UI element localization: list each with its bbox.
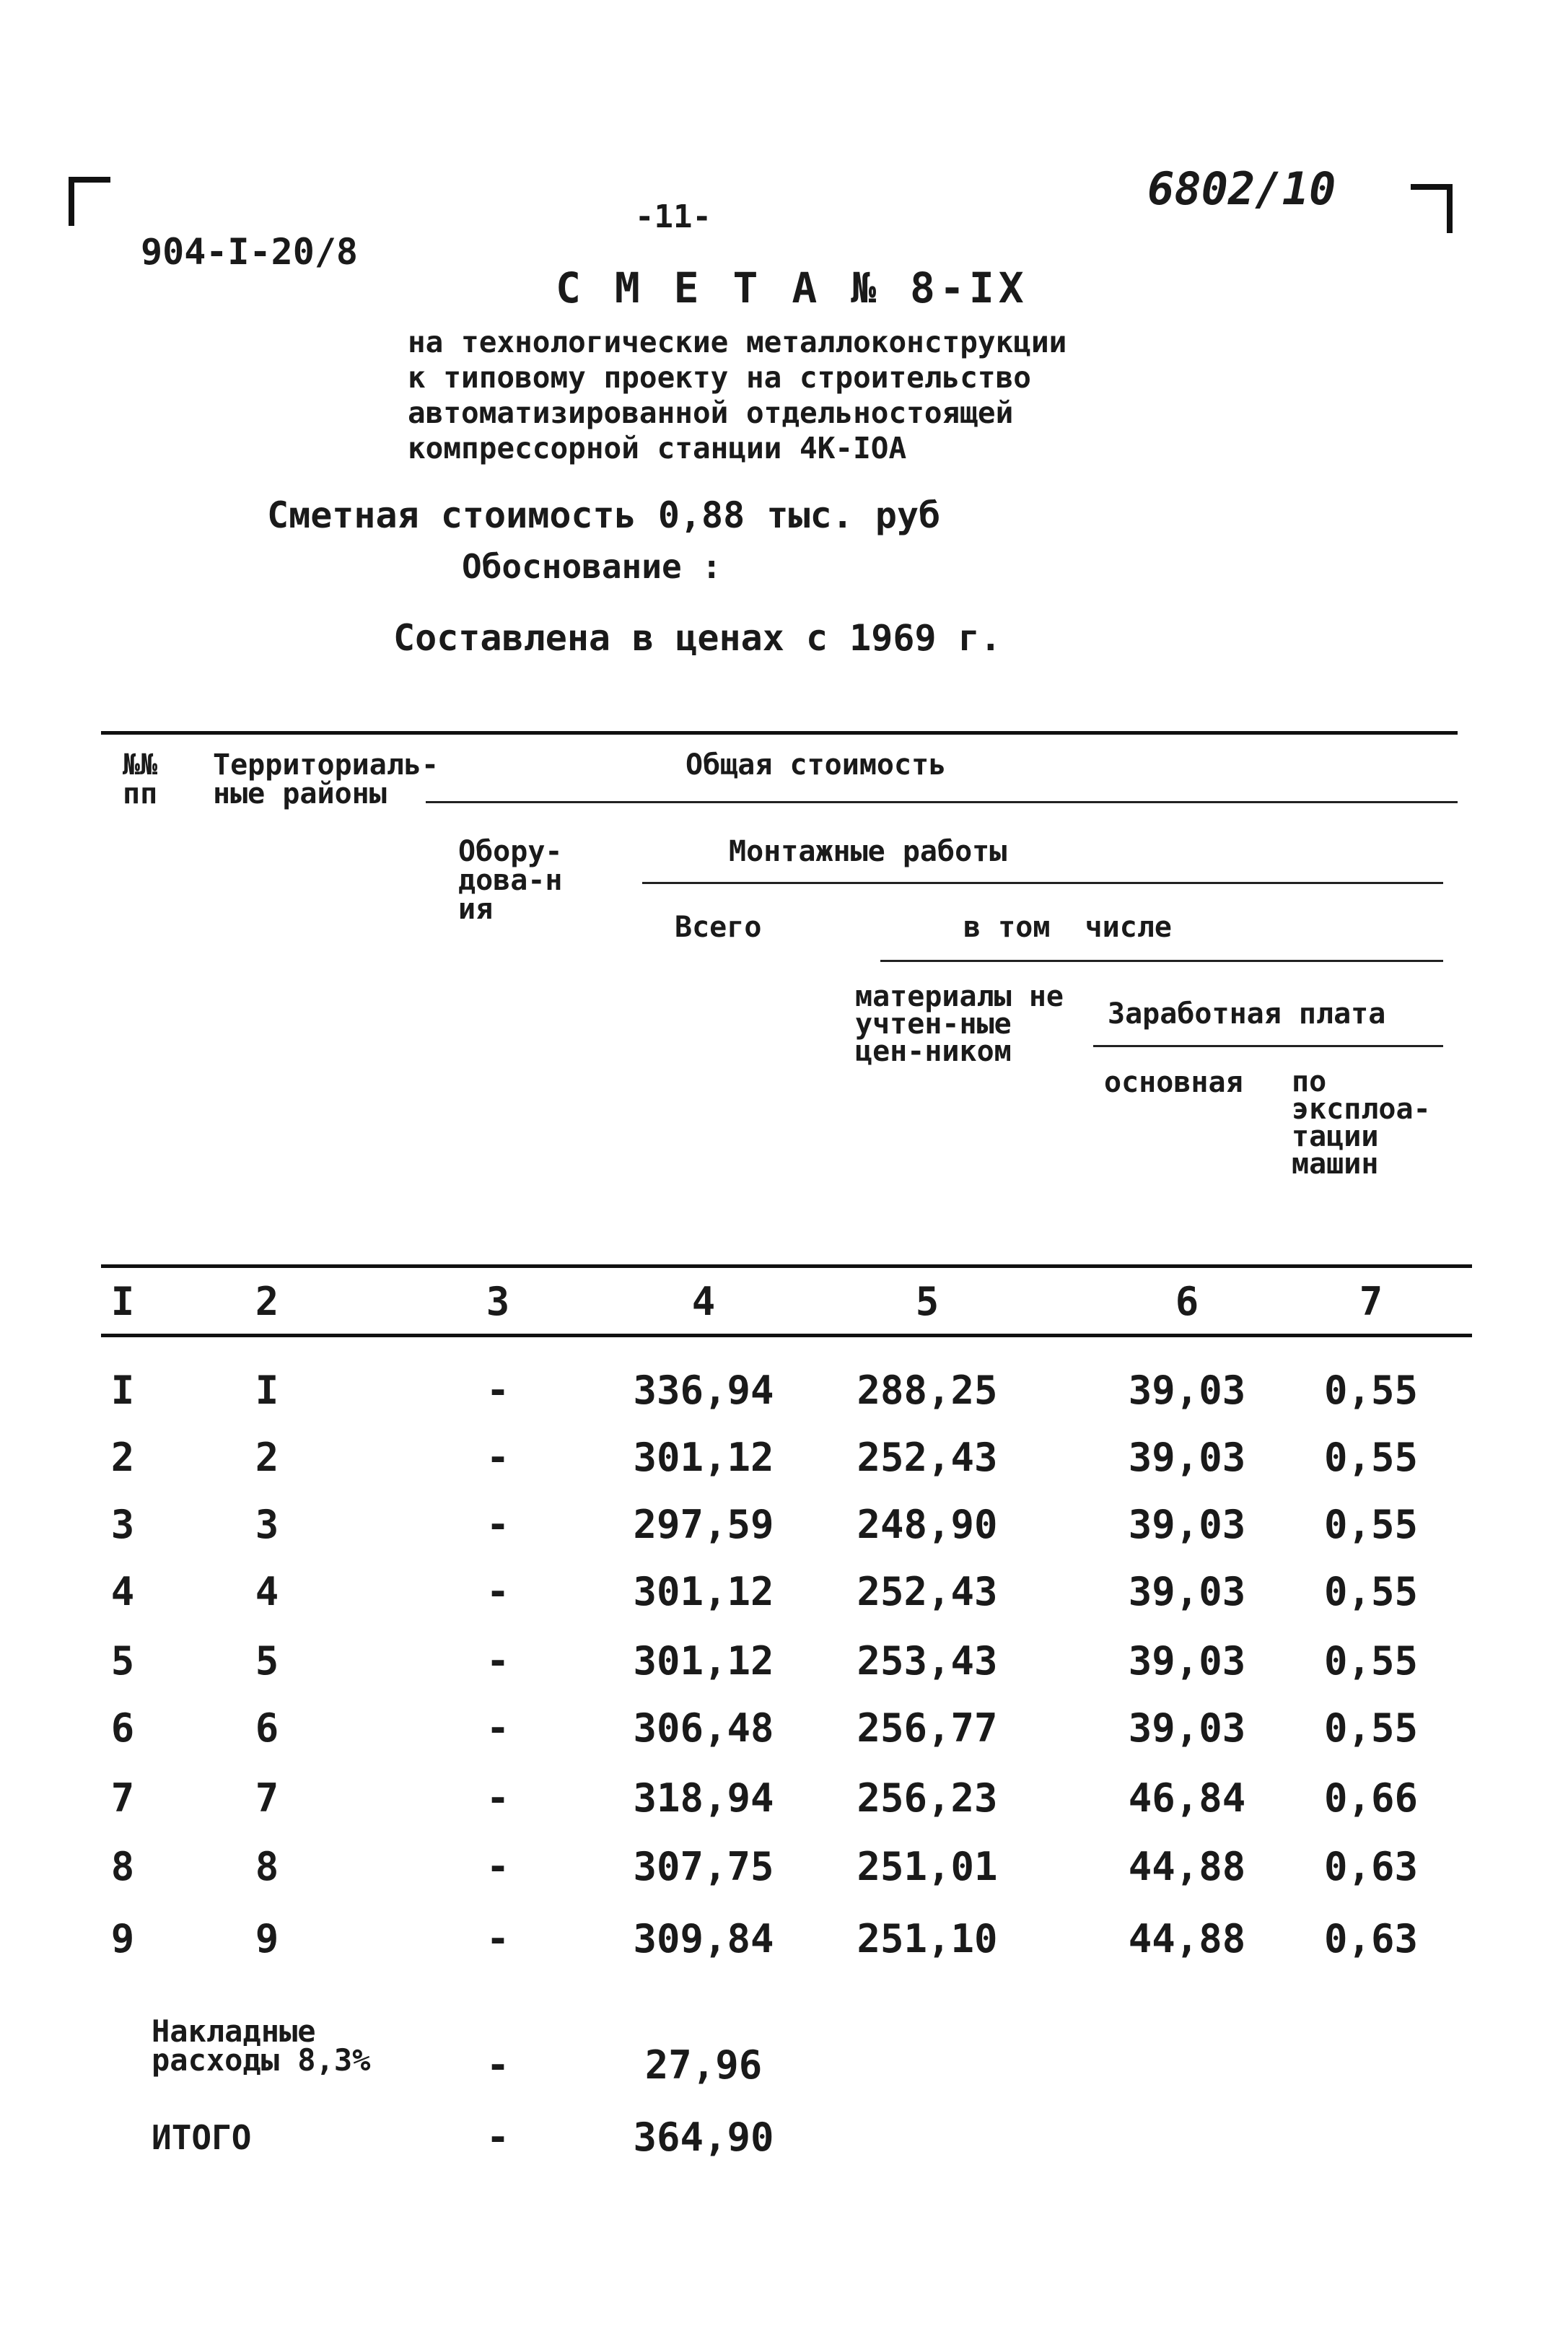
col-number: 5 [915,1279,940,1324]
cell-total: 297,59 [633,1502,774,1547]
page-title: С М Е Т А № 8-IX [556,263,1028,312]
cell-no: 5 [110,1638,135,1684]
header-equipment: Обору-дова-ния [458,835,563,926]
cell-machines: 0,55 [1323,1705,1419,1751]
cell-total: 306,48 [633,1705,774,1751]
cell-basic: 39,03 [1128,1569,1246,1614]
cell-machines: 0,63 [1323,1916,1419,1962]
header-region: Территориаль-ные районы [213,748,439,810]
cell-region: 6 [255,1705,279,1751]
header-total-cost: Общая стоимость [686,748,947,782]
corner-mark-right [1411,184,1453,233]
cell-no: 4 [110,1569,135,1614]
title-line: компрессорной станции 4К-IOА [408,431,907,465]
header-install: Монтажные работы [729,835,1007,868]
cell-total: 336,94 [633,1368,774,1413]
cell-region: 8 [255,1844,279,1889]
overhead-value: 27,96 [644,2042,763,2088]
cell-materials: 252,43 [857,1569,998,1614]
cell-no: 2 [110,1435,135,1480]
cell-equipment: - [486,1502,510,1547]
header-all: Всего [675,911,762,944]
cell-total: 301,12 [633,1638,774,1684]
cell-region: 2 [255,1435,279,1480]
cell-total: 307,75 [633,1844,774,1889]
corner-mark-left [69,177,110,226]
table-top-rule [101,731,1458,735]
cell-total: 301,12 [633,1569,774,1614]
cell-region: 4 [255,1569,279,1614]
cell-total: 301,12 [633,1435,774,1480]
cell-basic: 39,03 [1128,1435,1246,1480]
cell-basic: 39,03 [1128,1368,1246,1413]
total-label: ИТОГО [152,2118,252,2157]
total-value: 364,90 [633,2115,774,2160]
cell-region: 5 [255,1638,279,1684]
cell-equipment: - [486,1916,510,1962]
overhead-label [152,2013,371,2078]
doc-code: 904-I-20/8 [141,231,359,273]
cell-region: 9 [255,1916,279,1962]
cell-no: 7 [110,1775,135,1821]
cell-equipment: - [486,1569,510,1614]
col-number: 4 [691,1279,716,1324]
column-number-bottom-rule [101,1334,1472,1337]
col-number: 3 [486,1279,510,1324]
cell-no: 9 [110,1916,135,1962]
cell-equipment: - [486,1638,510,1684]
cell-materials: 252,43 [857,1435,998,1480]
overhead-label-line: расходы 8,3% [152,2042,371,2078]
cell-materials: 251,10 [857,1916,998,1962]
header-rule [642,882,1443,884]
cell-basic: 39,03 [1128,1502,1246,1547]
cell-total: 309,84 [633,1916,774,1962]
header-rule [1093,1045,1443,1047]
cell-no: 3 [110,1502,135,1547]
title-line: автоматизированной отдельностоящей [408,395,1014,430]
title-line: на технологические металлоконструкции [408,325,1067,359]
cell-basic: 39,03 [1128,1638,1246,1684]
cell-machines: 0,63 [1323,1844,1419,1889]
header-rule [880,960,1443,962]
cell-no: 6 [110,1705,135,1751]
overhead-equipment: - [486,2042,510,2088]
compiled-note: Составлена в ценах с 1969 г. [393,617,1002,659]
cell-equipment: - [486,1775,510,1821]
cell-region: I [255,1368,279,1413]
cell-basic: 46,84 [1128,1775,1246,1821]
cell-equipment: - [486,1368,510,1413]
cell-materials: 288,25 [857,1368,998,1413]
cell-region: 7 [255,1775,279,1821]
header-machines: по эксплоа-тации машин [1292,1065,1431,1181]
header-rule [426,801,1458,803]
cell-basic: 39,03 [1128,1705,1246,1751]
cell-materials: 256,77 [857,1705,998,1751]
cell-no: I [110,1368,135,1413]
basis: Обоснование : [462,547,722,586]
cell-machines: 0,55 [1323,1569,1419,1614]
cell-materials: 248,90 [857,1502,998,1547]
col-number: I [110,1279,135,1324]
header-no: №№ пп [123,748,158,810]
cell-equipment: - [486,1844,510,1889]
col-number: 6 [1175,1279,1199,1324]
header-wages: Заработная плата [1108,997,1386,1031]
cell-equipment: - [486,1435,510,1480]
column-number-top-rule [101,1264,1472,1268]
header-basic: основная [1104,1066,1243,1099]
total-equipment: - [486,2115,510,2160]
header-incl: в том числе [963,911,1172,944]
cell-machines: 0,66 [1323,1775,1419,1821]
cell-materials: 251,01 [857,1844,998,1889]
cell-equipment: - [486,1705,510,1751]
page-mark: -11- [635,198,711,235]
cell-total: 318,94 [633,1775,774,1821]
cell-machines: 0,55 [1323,1368,1419,1413]
cell-region: 3 [255,1502,279,1547]
title-block [408,325,1066,466]
cell-machines: 0,55 [1323,1435,1419,1480]
col-number: 7 [1359,1279,1383,1324]
overhead-label-line: Накладные [152,2013,316,2049]
title-line: к типовому проекту на строительство [408,360,1031,395]
sheet-number: 6802/10 [1147,162,1336,215]
col-number: 2 [255,1279,279,1324]
cell-machines: 0,55 [1323,1502,1419,1547]
cell-no: 8 [110,1844,135,1889]
cell-materials: 256,23 [857,1775,998,1821]
cell-basic: 44,88 [1128,1844,1246,1889]
header-materials: материалы не учтен-ные цен-ником [855,980,1064,1068]
cell-basic: 44,88 [1128,1916,1246,1962]
cell-materials: 253,43 [857,1638,998,1684]
estimated-cost: Сметная стоимость 0,88 тыс. руб [267,494,941,536]
cell-machines: 0,55 [1323,1638,1419,1684]
